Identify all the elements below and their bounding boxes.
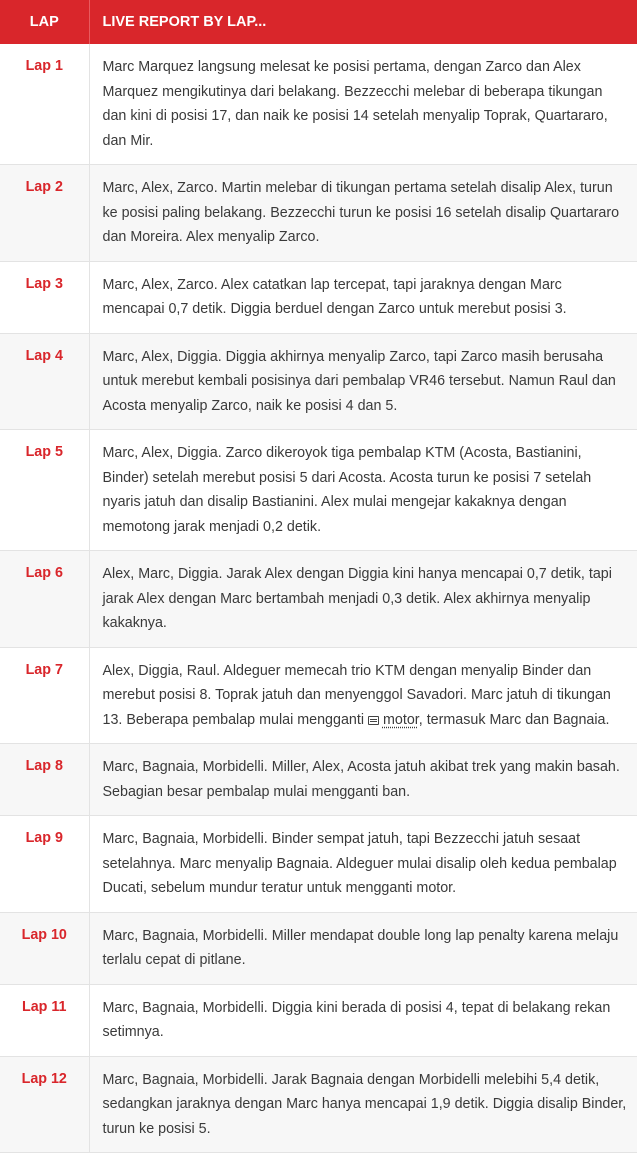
- lap-report: Marc, Bagnaia, Morbidelli. Diggia kini berada di posisi 4, tepat di belakang rekan setimnya.: [89, 984, 637, 1056]
- table-row: [0, 44, 637, 165]
- lap-report: Marc Marquez langsung melesat ke posisi pertama, dengan Zarco dan Alex Marquez mengikutinya dari belakang. Bezzecchi melebar di beberapa tikungan dan kini di posisi 17, dan naik ke posisi 14 setelah menyalip Toprak, Quartararo, dan Mir.: [89, 44, 637, 165]
- lap-number: Lap 5: [0, 430, 89, 551]
- table-row: [0, 816, 637, 913]
- lap-report-text-after: , termasuk Marc dan Bagnaia.: [418, 711, 610, 728]
- lap-number: Lap 10: [0, 912, 89, 984]
- table-row: [0, 1056, 637, 1153]
- lap-report: Marc, Alex, Diggia. Diggia akhirnya menyalip Zarco, tapi Zarco masih berusaha untuk merebut kembali posisinya dari pembalap VR46 tersebut. Namun Raul dan Acosta menyalip Zarco, naik ke posisi 4 dan 5.: [89, 333, 637, 430]
- table-row: [0, 912, 637, 984]
- lap-number: Lap 12: [0, 1056, 89, 1153]
- lap-report: Alex, Marc, Diggia. Jarak Alex dengan Diggia kini hanya mencapai 0,7 detik, tapi jarak Alex dengan Marc bertambah menjadi 0,3 detik. Alex akhirnya menyalip kakaknya.: [89, 551, 637, 648]
- lap-report-text: Alex, Diggia, Raul. Aldeguer memecah trio KTM dengan menyalip Binder dan merebut posisi 8. Toprak jatuh dan menyenggol Savadori. Marc jatuh di tikungan 13. Beberapa pembalap mulai mengganti: [102, 662, 611, 728]
- lap-report: Marc, Bagnaia, Morbidelli. Jarak Bagnaia dengan Morbidelli melebihi 5,4 detik, sedangkan jaraknya dengan Marc hanya mencapai 1,9 detik. Diggia disalip Binder, turun ke posisi 5.: [89, 1056, 637, 1153]
- lap-report: Marc, Alex, Diggia. Zarco dikeroyok tiga pembalap KTM (Acosta, Bastianini, Binder) setelah merebut posisi 5 dari Acosta. Acosta turun ke posisi 7 setelah nyaris jatuh dan disalip Bastianini. Alex mulai mengejar kakaknya dengan memotong jarak menjadi 0,2 detik.: [89, 430, 637, 551]
- table-row: [0, 744, 637, 816]
- lap-report: [89, 647, 637, 744]
- table-row: [0, 984, 637, 1056]
- lap-number: Lap 4: [0, 333, 89, 430]
- lap-report: Marc, Alex, Zarco. Alex catatkan lap tercepat, tapi jaraknya dengan Marc mencapai 0,7 detik. Diggia berduel dengan Zarco untuk merebut posisi 3.: [89, 261, 637, 333]
- lap-number: Lap 1: [0, 44, 89, 165]
- lap-number: Lap 7: [0, 647, 89, 744]
- lap-report: Marc, Bagnaia, Morbidelli. Miller mendapat double long lap penalty karena melaju terlalu cepat di pitlane.: [89, 912, 637, 984]
- table-row: [0, 647, 637, 744]
- lap-column-header: LAP: [0, 0, 89, 44]
- lap-report: Marc, Alex, Zarco. Martin melebar di tikungan pertama setelah disalip Alex, turun ke posisi paling belakang. Bezzecchi turun ke posisi 16 setelah disalip Quartararo dan Moreira. Alex menyalip Zarco.: [89, 165, 637, 262]
- motor-ad-link-text: motor: [382, 711, 419, 728]
- table-row: [0, 333, 637, 430]
- table-header-row: [0, 0, 637, 44]
- table-row: [0, 165, 637, 262]
- ad-icon: [368, 716, 379, 725]
- table-row: [0, 551, 637, 648]
- lap-number: Lap 3: [0, 261, 89, 333]
- table-row: [0, 430, 637, 551]
- lap-number: Lap 8: [0, 744, 89, 816]
- lap-report: Marc, Bagnaia, Morbidelli. Binder sempat jatuh, tapi Bezzecchi jatuh sesaat setelahnya. Marc menyalip Bagnaia. Aldeguer mulai disalip oleh kedua pembalap Ducati, sebelum mundur teratur untuk mengganti motor.: [89, 816, 637, 913]
- table-row: [0, 261, 637, 333]
- motor-ad-link[interactable]: [368, 712, 419, 728]
- lap-number: Lap 9: [0, 816, 89, 913]
- lap-number: Lap 2: [0, 165, 89, 262]
- report-column-header: LIVE REPORT BY LAP...: [89, 0, 637, 44]
- lap-number: Lap 11: [0, 984, 89, 1056]
- lap-report: Marc, Bagnaia, Morbidelli. Miller, Alex, Acosta jatuh akibat trek yang makin basah. Sebagian besar pembalap mulai mengganti ban.: [89, 744, 637, 816]
- lap-number: Lap 6: [0, 551, 89, 648]
